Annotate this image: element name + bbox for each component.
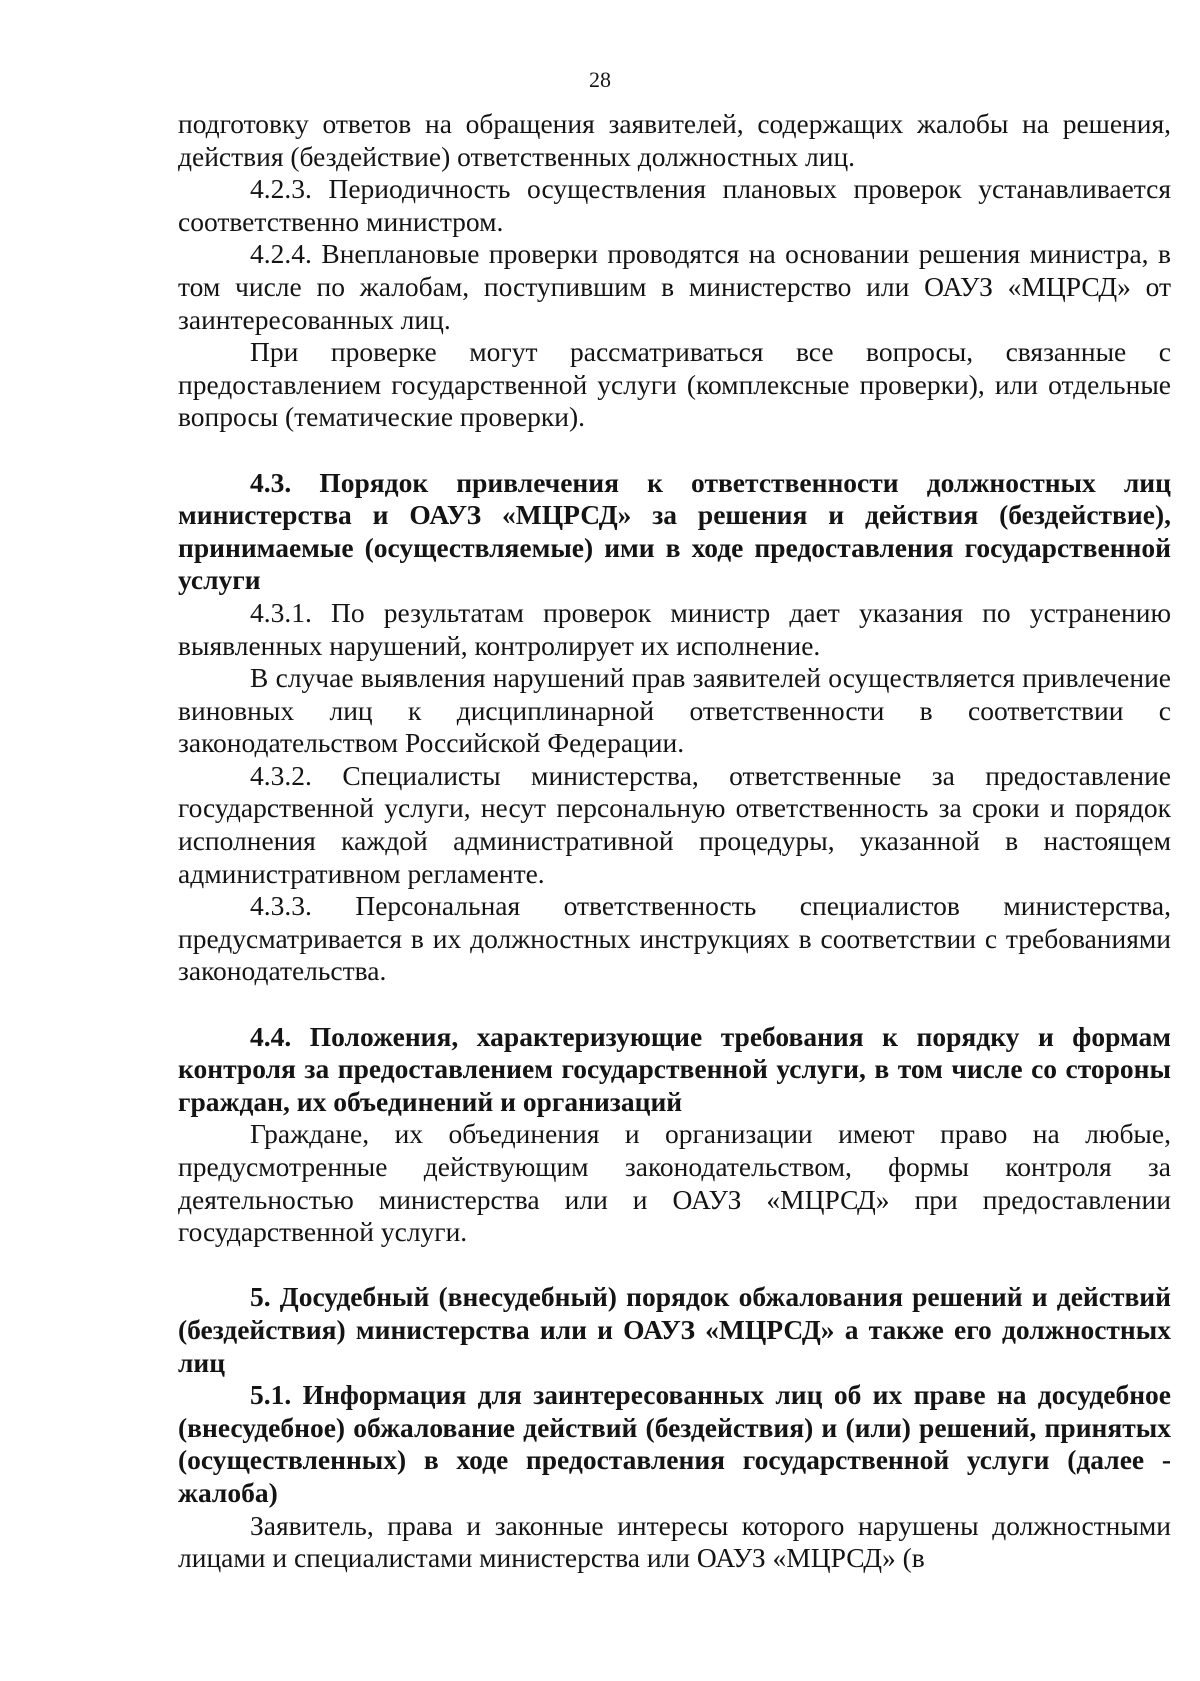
heading-5-1: 5.1. Информация для заинтересованных лиц об их праве на досудебное (внесудебное) обжалование действий (бездействия) и (или) решений, принятых (осуществленных) в ходе предоставления государственной услуги (далее - жалоба) [178,1379,1171,1508]
heading-4-3: 4.3. Порядок привлечения к ответственности должностных лиц министерства и ОАУЗ «МЦРСД» за решения и действия (бездействие), принимаемые (осуществляемые) ими в ходе предоставления государственной услуги [178,466,1171,596]
spacer [178,1249,1171,1282]
paragraph-4-3-3: 4.3.3. Персональная ответственность специалистов министерства, предусматривается в их должностных инструкциях в соответствии с требованиями законодательства. [178,890,1171,987]
paragraph-violations: В случае выявления нарушений прав заявителей осуществляется привлечение виновных лиц к дисциплинарной ответственности в соответствии с законодательством Российской Федерации. [178,662,1171,759]
paragraph-4-3-2: 4.3.2. Специалисты министерства, ответственные за предоставление государственной услуги, несут персональную ответственность за сроки и порядок исполнения каждой административной процедуры, указанной в настоящем административном регламенте. [178,759,1171,889]
heading-5: 5. Досудебный (внесудебный) порядок обжалования решений и действий (бездействия) министерства или и ОАУЗ «МЦРСД» а также его должностных лиц [178,1281,1171,1378]
paragraph-applicant: Заявитель, права и законные интересы которого нарушены должностными лицами и специалистами министерства или ОАУЗ «МЦРСД» (в [178,1509,1171,1574]
paragraph-4-3-1: 4.3.1. По результатам проверок министр дает указания по устранению выявленных нарушений, контролирует их исполнение. [178,596,1171,661]
paragraph-4-2-3: 4.2.3. Периодичность осуществления плановых проверок устанавливается соответственно министром. [178,173,1171,237]
spacer [178,434,1171,467]
paragraph-continuation: подготовку ответов на обращения заявителей, содержащих жалобы на решения, действия (бездействие) ответственных должностных лиц. [178,108,1171,172]
paragraph-inspection-scope: При проверке могут рассматриваться все вопросы, связанные с предоставлением государственной услуги (комплексные проверки), или отдельные вопросы (тематические проверки). [178,336,1171,433]
heading-4-4: 4.4. Положения, характеризующие требования к порядку и формам контроля за предоставлением государственной услуги, в том числе со стороны граждан, их объединений и организаций [178,1020,1171,1117]
paragraph-4-2-4: 4.2.4. Внеплановые проверки проводятся на основании решения министра, в том числе по жалобам, поступившим в министерство или ОАУЗ «МЦРСД» от заинтересованных лиц. [178,238,1171,335]
paragraph-citizen-control: Граждане, их объединения и организации имеют право на любые, предусмотренные действующим законодательством, формы контроля за деятельностью министерства или и ОАУЗ «МЦРСД» при предоставлении государственной услуги. [178,1118,1171,1248]
spacer [178,988,1171,1021]
document-body [178,108,1171,1575]
page-number: 28 [589,67,611,92]
